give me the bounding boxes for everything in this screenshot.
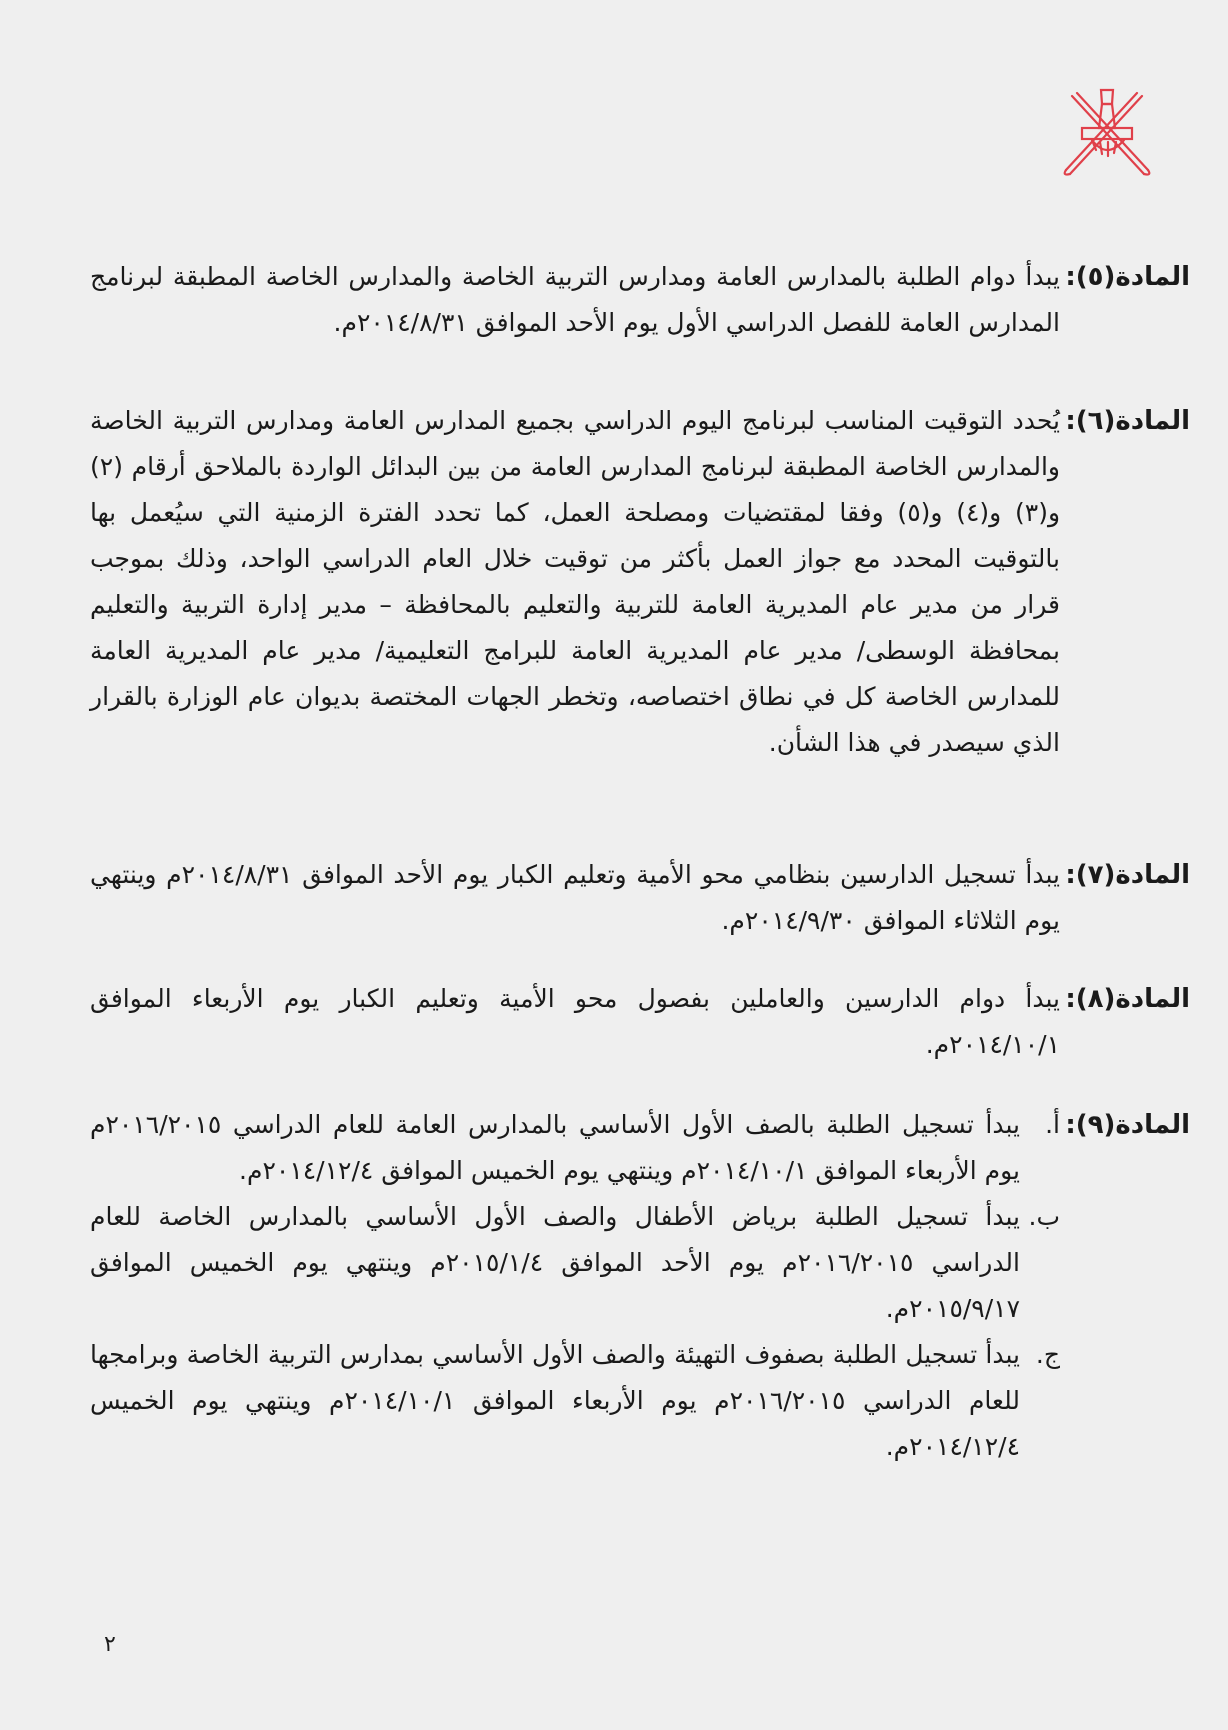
article-text: يبدأ تسجيل الدارسين بنظامي محو الأمية وتعليم الكبار يوم الأحد الموافق ٢٠١٤/٨/٣١م وينتهي يوم الثلاثاء الموافق ٢٠١٤/٩/٣٠م. [90,860,1061,935]
emblem-icon [1052,78,1162,188]
article-label: المادة(٧): [1065,860,1190,890]
article-items [90,1102,1060,1470]
sub-item-c [90,1332,1060,1470]
page-number: ٢ [104,1632,116,1657]
article-text: يبدأ دوام الدارسين والعاملين بفصول محو الأمية وتعليم الكبار يوم الأربعاء الموافق ٢٠١٤/١٠/١م. [90,984,1060,1059]
article-6 [90,398,1190,766]
article-8 [90,976,1190,1068]
article-text: يُحدد التوقيت المناسب لبرنامج اليوم الدراسي بجميع المدارس العامة ومدارس التربية الخاصة والمدارس الخاصة المطبقة لبرنامج المدارس العامة من بين البدائل الواردة بالملاحق أرقام (٢) و(٣) و(٤) و(٥) وفقا لمقتضيات ومصلحة العمل، كما تحدد الفترة الزمنية التي سيُعمل بها بالتوقيت المحدد مع جواز العمل بأكثر من توقيت خلال العام الدراسي الواحد، وذلك بموجب قرار من مدير عام المديرية العامة للتربية والتعليم بالمحافظة – مدير إدارة التربية والتعليم بمحافظة الوسطى/ مدير عام المديرية العامة للبرامج التعليمية/ مدير عام المديرية العامة للمدارس الخاصة كل في نطاق اختصاصه، وتخطر الجهات المختصة بديوان عام الوزارة بالقرار الذي سيصدر في هذا الشأن. [90,406,1061,757]
sub-item-b [90,1194,1060,1332]
article-9 [90,1102,1190,1470]
article-5 [90,254,1190,346]
sub-item-text: يبدأ تسجيل الطلبة بصفوف التهيئة والصف الأول الأساسي بمدارس التربية الخاصة وبرامجها للعام الدراسي ٢٠١٦/٢٠١٥م يوم الأربعاء الموافق ٢٠١٤/١٠/١م وينتهي يوم الخميس ٢٠١٤/١٢/٤م. [90,1340,1020,1461]
article-label: المادة(٦): [1065,406,1190,436]
article-7 [90,852,1190,944]
sub-item-text: يبدأ تسجيل الطلبة برياض الأطفال والصف الأول الأساسي بالمدارس الخاصة للعام الدراسي ٢٠١٦/٢٠١٥م يوم الأحد الموافق ٢٠١٥/١/٤م وينتهي يوم الخميس الموافق ٢٠١٥/٩/١٧م. [90,1202,1020,1323]
sub-item-text: يبدأ تسجيل الطلبة بالصف الأول الأساسي بالمدارس العامة للعام الدراسي ٢٠١٦/٢٠١٥م يوم الأربعاء الموافق ٢٠١٤/١٠/١م وينتهي يوم الخميس الموافق ٢٠١٤/١٢/٤م. [90,1110,1020,1185]
article-label: المادة(٥): [1065,262,1190,292]
article-text: يبدأ دوام الطلبة بالمدارس العامة ومدارس التربية الخاصة والمدارس الخاصة المطبقة لبرنامج المدارس العامة للفصل الدراسي الأول يوم الأحد الموافق ٢٠١٤/٨/٣١م. [90,262,1060,337]
sub-item-letter: ج. [1035,1340,1060,1369]
sub-item-a [90,1102,1060,1194]
sub-item-letter: ب. [1028,1202,1060,1231]
article-label: المادة(٩): [1065,1110,1190,1140]
article-label: المادة(٨): [1065,984,1190,1014]
sub-item-letter: أ. [1045,1110,1060,1139]
